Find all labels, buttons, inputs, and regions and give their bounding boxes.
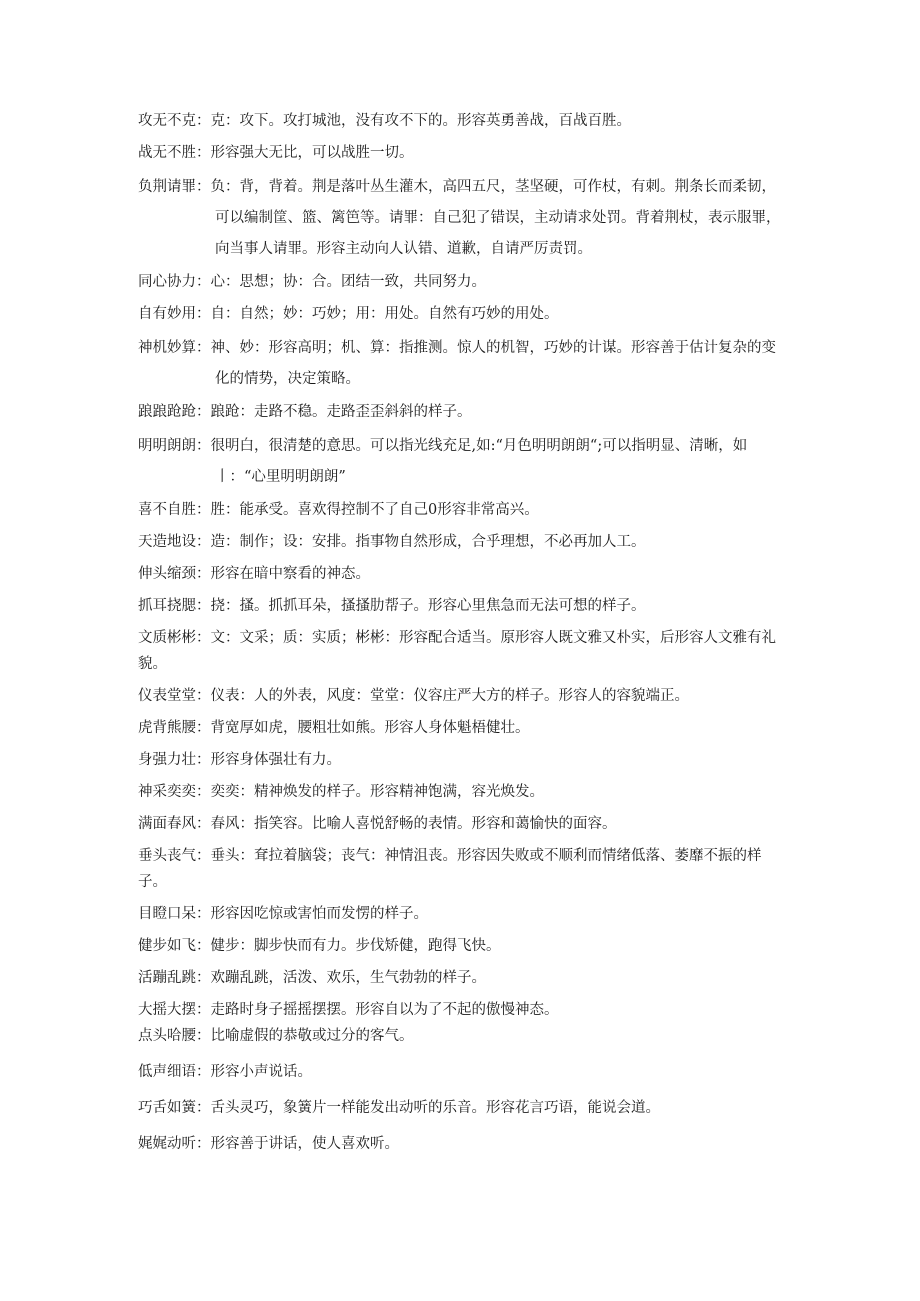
separator: ：	[196, 688, 211, 704]
idiom-term: 神机妙算	[138, 340, 196, 356]
idiom-definition: 形容小声说话。	[210, 1064, 312, 1080]
idiom-term: 身强力壮	[138, 752, 196, 768]
idiom-entry	[138, 301, 788, 327]
idiom-definition: 造：制作；设：安排。指事物自然形成，合乎理想，不必再加人工。	[210, 534, 646, 550]
idiom-entry	[138, 431, 788, 493]
idiom-definition: 自：自然；妙：巧妙；用：用处。自然有巧妙的用处。	[210, 306, 559, 322]
idiom-term: 踉踉跄跄	[138, 404, 196, 420]
idiom-term: 低声细语	[138, 1064, 196, 1080]
separator: ：	[196, 566, 211, 582]
idiom-entry	[138, 1023, 788, 1049]
idiom-term: 大摇大摆	[138, 1002, 196, 1018]
idiom-entry	[138, 843, 788, 895]
idiom-definition: 踉跄：走路不稳。走路歪歪斜斜的样子。	[210, 404, 472, 420]
separator: ：	[196, 179, 211, 195]
separator: ：	[196, 816, 211, 832]
idiom-definition: 背宽厚如虎，腰粗壮如熊。形容人身体魁梧健壮。	[210, 720, 530, 736]
separator: ：	[196, 404, 211, 420]
idiom-term: 负荆请罪	[138, 179, 196, 195]
idiom-term: 抓耳挠腮	[138, 598, 196, 614]
idiom-definition: 形容身体强壮有力。	[210, 752, 341, 768]
separator: ：	[196, 752, 211, 768]
idiom-entry	[138, 561, 788, 587]
separator: ：	[196, 720, 211, 736]
idiom-definition: 文：文采；质：实质；彬彬：形容配合适当。原形容人既文雅又朴实，后形容人文雅有礼貌。	[138, 630, 776, 672]
idiom-term: 伸头缩颈	[138, 566, 196, 582]
idiom-term: 娓娓动听	[138, 1136, 196, 1152]
idiom-definition: 垂头：耷拉着脑袋；丧气：神情沮丧。形容因失败或不顺利而情绪低落、萎靡不振的样子。	[138, 848, 762, 890]
idiom-entry	[138, 997, 788, 1023]
separator: ：	[196, 598, 211, 614]
separator: ：	[196, 630, 211, 646]
idiom-definition: 挠：搔。抓抓耳朵，搔搔肋帮子。形容心里焦急而无法可想的样子。	[210, 598, 646, 614]
idiom-term: 战无不胜	[138, 145, 196, 161]
idiom-term: 虎背熊腰	[138, 720, 196, 736]
idiom-definition: 形容因吃惊或害怕而发愣的样子。	[210, 906, 428, 922]
separator: ：	[196, 438, 211, 454]
idiom-definition: 奕奕：精神焕发的样子。形容精神饱满，容光焕发。	[210, 784, 544, 800]
idiom-entry	[138, 333, 788, 395]
idiom-entry	[138, 529, 788, 555]
separator: ：	[196, 938, 211, 954]
idiom-entry	[138, 625, 788, 677]
idiom-term: 满面春风	[138, 816, 196, 832]
idiom-definition: 健步：脚步快而有力。步伐矫健，跑得飞快。	[210, 938, 501, 954]
separator: ：	[196, 1002, 211, 1018]
separator: ：	[196, 848, 211, 864]
idiom-term: 仪表堂堂	[138, 688, 196, 704]
separator: ：	[196, 784, 211, 800]
idiom-term: 垂头丧气	[138, 848, 196, 864]
idiom-entry	[138, 779, 788, 805]
idiom-term: 同心协力	[138, 274, 196, 290]
separator: ：	[196, 274, 211, 290]
idiom-term: 天造地设	[138, 534, 196, 550]
idiom-entry	[138, 108, 788, 134]
separator: ：	[196, 1100, 211, 1116]
idiom-definition: 形容在暗中察看的神态。	[210, 566, 370, 582]
separator: ：	[196, 906, 211, 922]
idiom-definition: 负：背，背着。荆是落叶丛生灌木，高四五尺，茎坚硬，可作杖，有刺。荆条长而柔韧，可以编制筐、篮、篱笆等。请罪：自己犯了错误，主动请求处罚。背着荆杖，表示服罪，向当事人请罪。形容主动向人认错、道歉，自请严厉责罚。	[210, 179, 781, 257]
idiom-entry	[138, 933, 788, 959]
idiom-definition: 仪表：人的外表，风度：堂堂：仪容庄严大方的样子。形容人的容貌端正。	[210, 688, 689, 704]
idiom-term: 喜不自胜	[138, 502, 196, 518]
idiom-term: 攻无不克	[138, 113, 196, 129]
idiom-term: 目瞪口呆	[138, 906, 196, 922]
separator: ：	[196, 1028, 211, 1044]
idiom-definition: 形容善于讲话，使人喜欢听。	[210, 1136, 399, 1152]
idiom-entry	[138, 593, 788, 619]
idiom-entry	[138, 269, 788, 295]
idiom-entry	[138, 901, 788, 927]
separator: ：	[196, 534, 211, 550]
idiom-definition: 欢蹦乱跳，活泼、欢乐，生气勃勃的样子。	[210, 970, 486, 986]
idiom-definition: 比喻虚假的恭敬或过分的客气。	[210, 1028, 414, 1044]
idiom-entry	[138, 140, 788, 166]
idiom-entry	[138, 811, 788, 837]
idiom-term: 神采奕奕	[138, 784, 196, 800]
idiom-definition: 很明白，很清楚的意思。可以指光线充足,如:“月色明明朗朗“;可以指明显、清晰，如丨：“心里明明朗朗”	[210, 438, 748, 485]
idiom-list	[138, 108, 788, 1163]
idiom-term: 巧舌如簧	[138, 1100, 196, 1116]
idiom-entry	[138, 747, 788, 773]
idiom-definition: 春风：指笑容。比喻人喜悦舒畅的表情。形容和蔼愉快的面容。	[210, 816, 617, 832]
idiom-entry	[138, 1095, 788, 1121]
separator: ：	[196, 306, 211, 322]
idiom-entry	[138, 497, 788, 523]
idiom-term: 文质彬彬	[138, 630, 196, 646]
idiom-entry	[138, 399, 788, 425]
idiom-term: 活蹦乱跳	[138, 970, 196, 986]
idiom-definition: 心：思想；协：合。团结一致，共同努力。	[210, 274, 486, 290]
separator: ：	[196, 145, 211, 161]
idiom-definition: 走路时身子摇摇摆摆。形容自以为了不起的傲慢神态。	[210, 1002, 559, 1018]
idiom-definition: 克：攻下。攻打城池，没有攻不下的。形容英勇善战，百战百胜。	[210, 113, 631, 129]
idiom-term: 健步如飞	[138, 938, 196, 954]
idiom-entry	[138, 172, 788, 265]
idiom-entry	[138, 683, 788, 709]
separator: ：	[196, 502, 211, 518]
idiom-entry	[138, 1131, 788, 1157]
idiom-definition: 神、妙：形容高明；机、算：指推测。惊人的机智，巧妙的计谋。形容善于估计复杂的变化的情势，决定策略。	[210, 340, 776, 387]
idiom-entry	[138, 715, 788, 741]
idiom-term: 点头哈腰	[138, 1028, 196, 1044]
separator: ：	[196, 340, 211, 356]
idiom-definition: 形容强大无比，可以战胜一切。	[210, 145, 414, 161]
idiom-entry	[138, 965, 788, 991]
separator: ：	[196, 1064, 211, 1080]
idiom-entry	[138, 1059, 788, 1085]
idiom-term: 自有妙用	[138, 306, 196, 322]
idiom-definition: 舌头灵巧，象簧片一样能发出动听的乐音。形容花言巧语，能说会道。	[210, 1100, 660, 1116]
separator: ：	[196, 1136, 211, 1152]
separator: ：	[196, 970, 211, 986]
idiom-term: 明明朗朗	[138, 438, 196, 454]
separator: ：	[196, 113, 211, 129]
idiom-definition: 胜：能承受。喜欢得控制不了自己0形容非常高兴。	[210, 502, 539, 518]
